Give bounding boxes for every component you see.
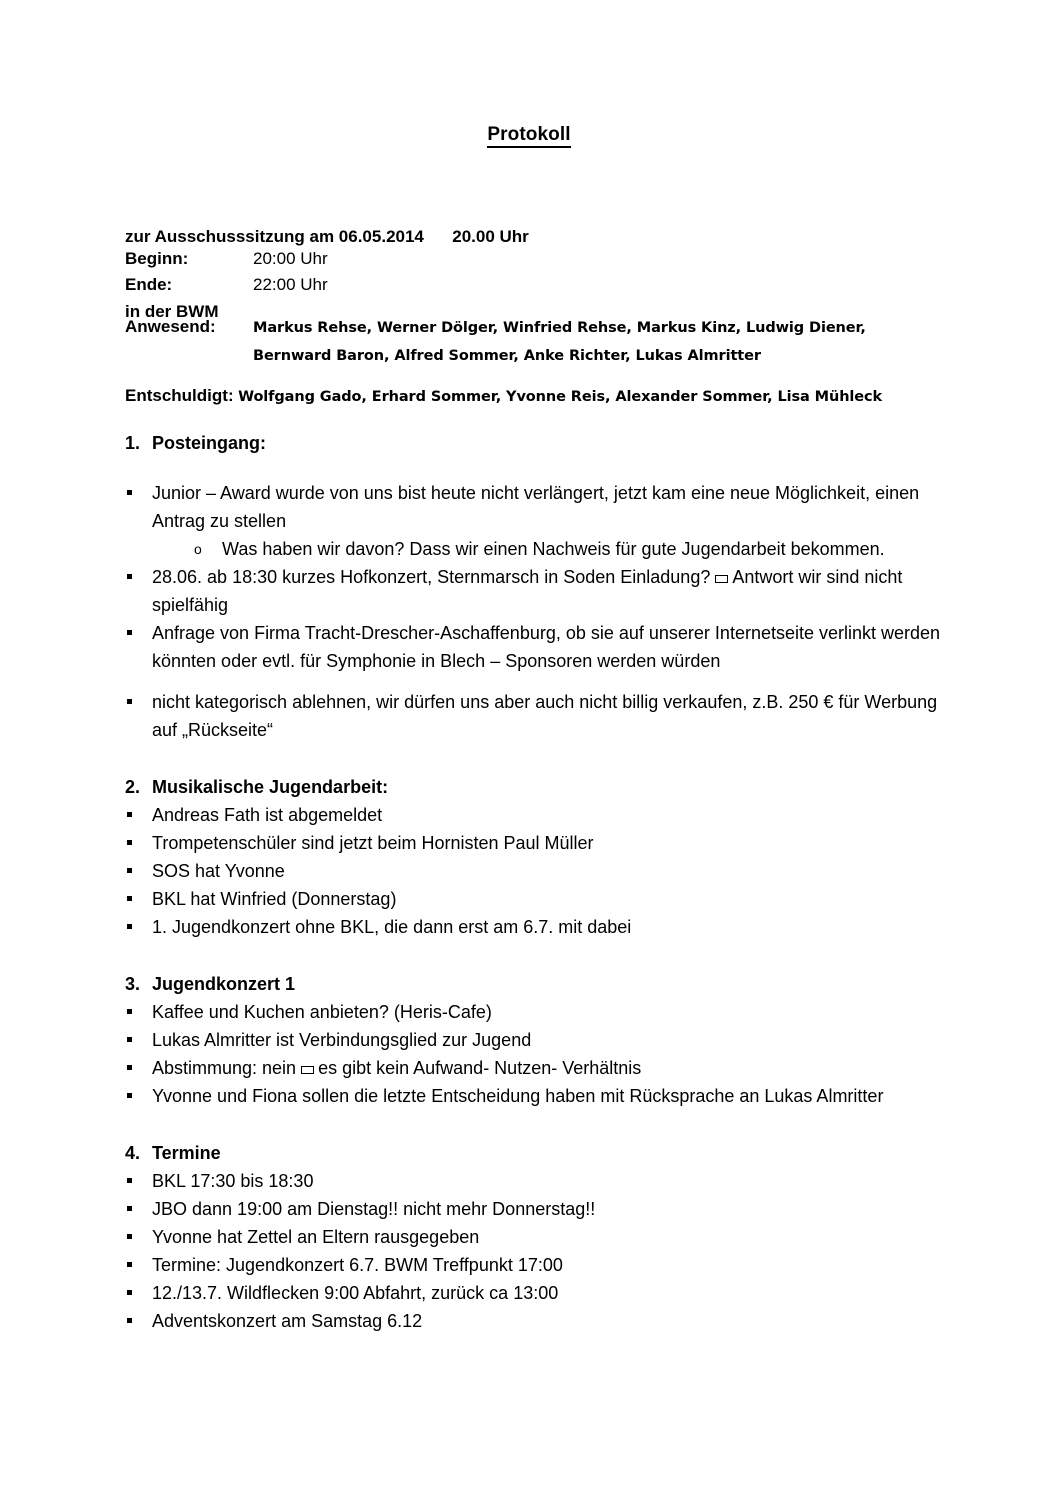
end-label: Ende:	[125, 275, 173, 294]
list-item-text: Yvonne und Fiona sollen die letzte Entscheidung haben mit Rücksprache an Lukas Almritter	[152, 1086, 884, 1106]
bullet-marker-icon	[127, 896, 132, 901]
time-block	[125, 246, 328, 298]
bullet-marker-icon	[127, 1065, 132, 1070]
list-item	[125, 829, 952, 857]
list-item-text: BKL 17:30 bis 18:30	[152, 1171, 314, 1191]
list-item	[125, 998, 952, 1026]
section-heading-2	[125, 774, 1058, 801]
bullet-marker-icon	[127, 699, 132, 704]
list-item-text: JBO dann 19:00 am Dienstag!! nicht mehr Donnerstag!!	[152, 1199, 596, 1219]
list-item-text: Trompetenschüler sind jetzt beim Hornisten Paul Müller	[152, 833, 594, 853]
list-item	[125, 1054, 952, 1082]
list-item-text: Termine: Jugendkonzert 6.7. BWM Treffpunkt 17:00	[152, 1255, 563, 1275]
bullet-marker-icon	[127, 1290, 132, 1295]
bullet-marker-icon	[127, 1009, 132, 1014]
list-item-text: Yvonne hat Zettel an Eltern rausgegeben	[152, 1227, 480, 1247]
list-item	[125, 913, 952, 941]
list-item-text: BKL hat Winfried (Donnerstag)	[152, 889, 397, 909]
start-value: 20:00 Uhr	[253, 249, 328, 268]
bullet-marker-icon	[127, 868, 132, 873]
spacer	[0, 675, 1058, 688]
list-item-text: Kaffee und Kuchen anbieten? (Heris-Cafe)	[152, 1002, 492, 1022]
sub-list-item-text: Was haben wir davon? Dass wir einen Nachweis für gute Jugendarbeit bekommen.	[222, 539, 885, 559]
list-item	[125, 801, 952, 829]
section-title-1: Posteingang:	[152, 433, 267, 453]
excused-value: Wolfgang Gado, Erhard Sommer, Yvonne Reis, Alexander Sommer, Lisa Mühleck	[238, 389, 883, 405]
list-item	[125, 1251, 952, 1279]
spacer	[0, 457, 1058, 479]
list-item	[125, 1026, 952, 1054]
start-label: Beginn:	[125, 249, 189, 268]
spacer	[0, 744, 1058, 774]
bullet-marker-icon	[127, 924, 132, 929]
list-item	[125, 1195, 952, 1223]
list-item	[125, 1279, 952, 1307]
list-item-text: Anfrage von Firma Tracht-Drescher-Aschaffenburg, ob sie auf unserer Internetseite verlinkt werden könnten oder evtl. für Symphonie in Blech – Sponsoren werden würden	[152, 623, 941, 671]
section-number-3: 3.	[125, 974, 141, 994]
missing-glyph-box-icon	[301, 1066, 314, 1074]
end-row	[125, 272, 328, 298]
list-item	[125, 619, 952, 675]
list-item-text: 1. Jugendkonzert ohne BKL, die dann erst am 6.7. mit dabei	[152, 917, 632, 937]
missing-glyph-box-icon	[715, 575, 728, 583]
list-item	[125, 1223, 952, 1251]
spacer	[0, 1110, 1058, 1140]
list-item-text: Andreas Fath ist abgemeldet	[152, 805, 383, 825]
list-item-text: SOS hat Yvonne	[152, 861, 285, 881]
attendees-row	[125, 313, 866, 342]
section-heading-4	[125, 1140, 1058, 1167]
list-item	[125, 479, 952, 535]
list-item	[125, 1082, 952, 1110]
bullet-marker-icon	[127, 630, 132, 635]
start-row	[125, 246, 328, 272]
section-title-4: Termine	[152, 1143, 221, 1163]
list-item-text: Junior – Award wurde von uns bist heute nicht verlängert, jetzt kam eine neue Möglichkeit, einen Antrag zu stellen	[152, 483, 920, 531]
list-item	[125, 885, 952, 913]
bullet-marker-icon	[127, 1262, 132, 1267]
subject-time: 20.00 Uhr	[452, 227, 529, 246]
bullet-marker-icon	[127, 1206, 132, 1211]
list-item-text: 12./13.7. Wildflecken 9:00 Abfahrt, zurück ca 13:00	[152, 1283, 559, 1303]
list-item-text: Lukas Almritter ist Verbindungsglied zur Jugend	[152, 1030, 532, 1050]
list-item	[125, 1167, 952, 1195]
bullet-marker-icon	[127, 1037, 132, 1042]
page-title	[0, 124, 1058, 146]
page-title-text: Protokoll	[487, 124, 570, 148]
bullet-marker-icon	[127, 574, 132, 579]
list-item	[125, 688, 952, 744]
bullet-marker-icon	[127, 1318, 132, 1323]
attendees-line-1: Markus Rehse, Werner Dölger, Winfried Rehse, Markus Kinz, Ludwig Diener,	[253, 320, 866, 336]
excused-label: Entschuldigt:	[125, 386, 234, 405]
list-item-text: nicht kategorisch ablehnen, wir dürfen uns aber auch nicht billig verkaufen, z.B. 250 € für Werbung auf „Rückseite“	[152, 692, 938, 740]
section-title-2: Musikalische Jugendarbeit:	[152, 777, 389, 797]
attendees-label: Anwesend:	[125, 317, 216, 336]
list-item-text: Abstimmung: nein	[152, 1058, 297, 1078]
list-item-text: 28.06. ab 18:30 kurzes Hofkonzert, Sternmarsch in Soden Einladung?	[152, 567, 711, 587]
section-number-1: 1.	[125, 433, 141, 453]
section-number-4: 4.	[125, 1143, 141, 1163]
section-heading-1	[125, 430, 1058, 457]
attendees-block	[125, 313, 866, 370]
subject-text: zur Ausschusssitzung am 06.05.2014	[125, 227, 424, 246]
bullet-marker-icon	[127, 1093, 132, 1098]
section-title-3: Jugendkonzert 1	[152, 974, 296, 994]
list-item-text-continued: Antwort wir sind nicht spielfähig	[152, 567, 903, 615]
subject-line-2: in der BWM	[125, 302, 219, 321]
list-item	[125, 1307, 952, 1335]
list-item	[125, 563, 952, 619]
end-value: 22:00 Uhr	[253, 275, 328, 294]
sections-container	[0, 430, 1058, 1335]
sub-list-item	[192, 535, 957, 563]
section-number-2: 2.	[125, 777, 141, 797]
bullet-marker-icon	[127, 1178, 132, 1183]
section-heading-3	[125, 971, 1058, 998]
bullet-marker-icon	[127, 812, 132, 817]
list-item	[125, 857, 952, 885]
circle-bullet-marker-icon: o	[194, 541, 202, 557]
bullet-marker-icon	[127, 1234, 132, 1239]
list-item-text: Adventskonzert am Samstag 6.12	[152, 1311, 423, 1331]
excused-block	[125, 383, 882, 410]
spacer	[0, 941, 1058, 971]
bullet-marker-icon	[127, 840, 132, 845]
bullet-marker-icon	[127, 490, 132, 495]
list-item-text-continued: es gibt kein Aufwand- Nutzen- Verhältnis	[318, 1058, 642, 1078]
attendees-line-2: Bernward Baron, Alfred Sommer, Anke Richter, Lukas Almritter	[253, 348, 761, 364]
